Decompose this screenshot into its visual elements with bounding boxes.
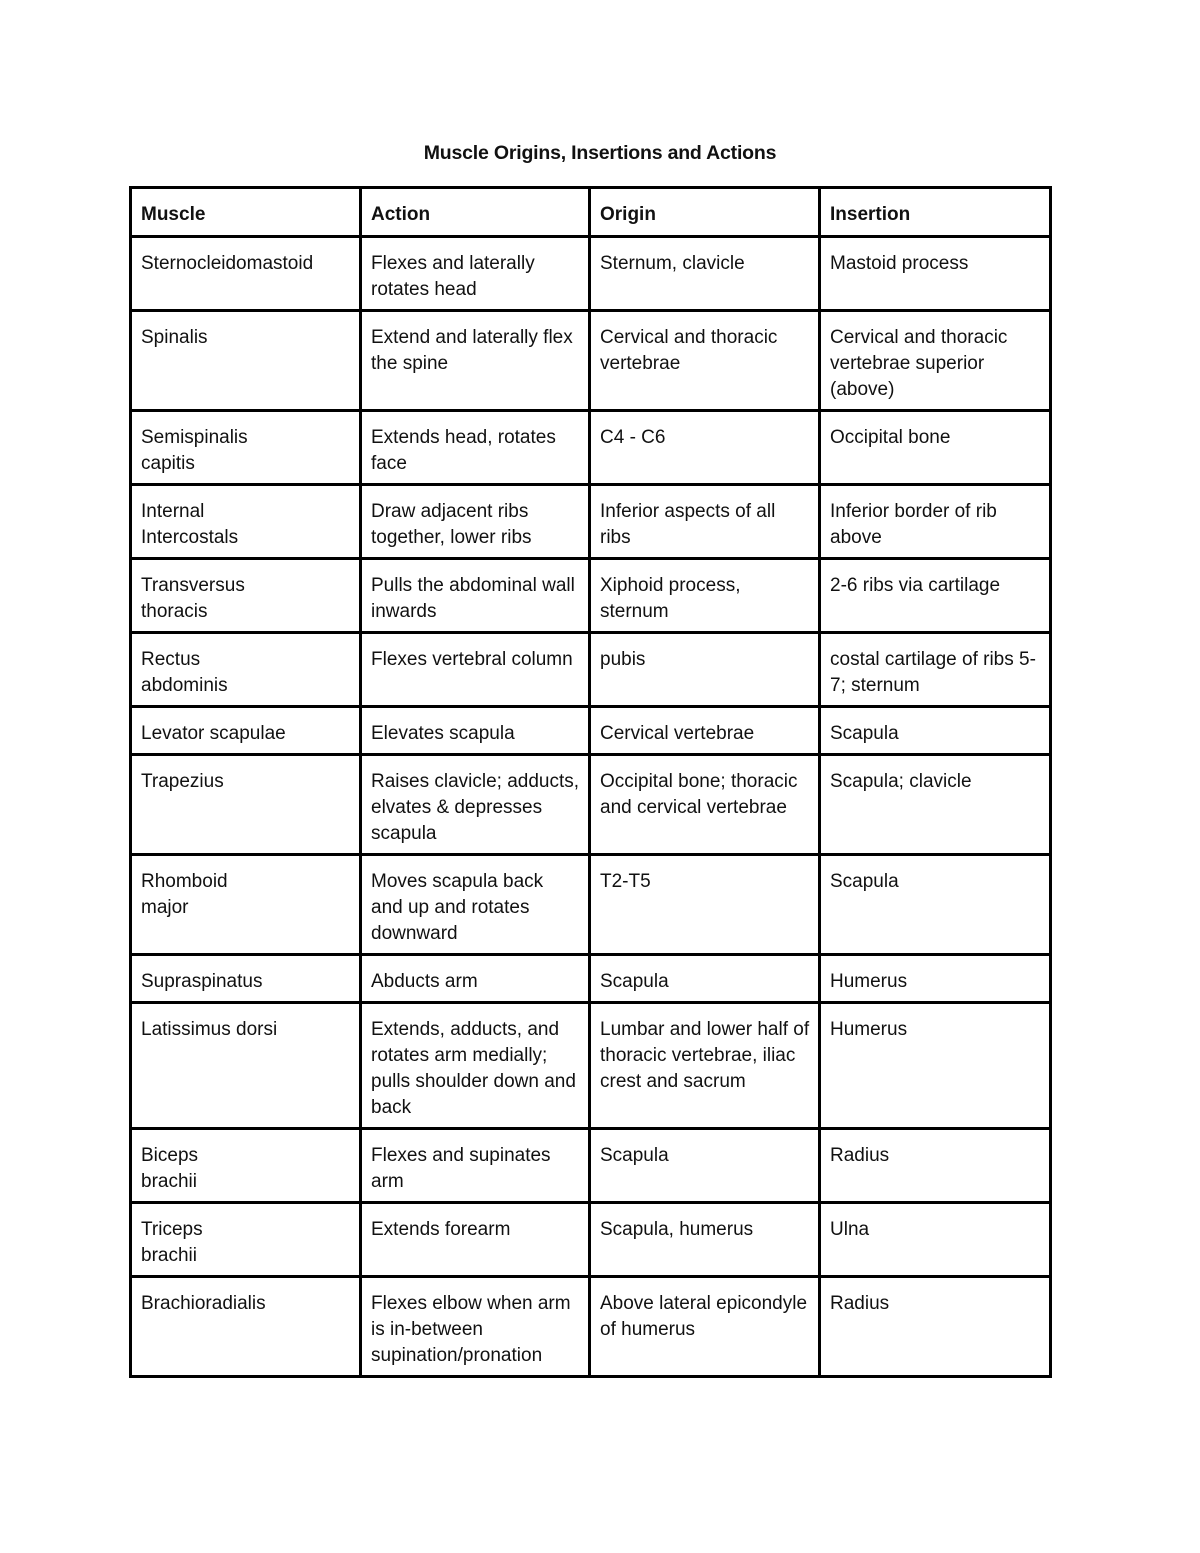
- cell-muscle: Semispinalis capitis: [131, 411, 361, 485]
- cell-action: Draw adjacent ribs together, lower ribs: [361, 485, 590, 559]
- cell-action: Extends forearm: [361, 1203, 590, 1277]
- cell-origin: Above lateral epicondyle of humerus: [590, 1277, 820, 1377]
- cell-action: Pulls the abdominal wall inwards: [361, 559, 590, 633]
- cell-insertion: Cervical and thoracic vertebrae superior (above): [820, 311, 1051, 411]
- cell-action: Moves scapula back and up and rotates downward: [361, 855, 590, 955]
- table-row: [131, 633, 1051, 707]
- cell-insertion: Humerus: [820, 955, 1051, 1003]
- table-row: [131, 855, 1051, 955]
- cell-origin: Xiphoid process, sternum: [590, 559, 820, 633]
- cell-origin: Lumbar and lower half of thoracic vertebrae, iliac crest and sacrum: [590, 1003, 820, 1129]
- cell-insertion: Radius: [820, 1129, 1051, 1203]
- table-body: [131, 237, 1051, 1377]
- cell-muscle: Supraspinatus: [131, 955, 361, 1003]
- cell-action: Extends head, rotates face: [361, 411, 590, 485]
- cell-origin: Cervical and thoracic vertebrae: [590, 311, 820, 411]
- cell-insertion: Occipital bone: [820, 411, 1051, 485]
- cell-origin: Scapula: [590, 1129, 820, 1203]
- cell-muscle: Rhomboid major: [131, 855, 361, 955]
- cell-muscle: Levator scapulae: [131, 707, 361, 755]
- cell-insertion: Scapula; clavicle: [820, 755, 1051, 855]
- cell-muscle: Latissimus dorsi: [131, 1003, 361, 1129]
- cell-origin: Cervical vertebrae: [590, 707, 820, 755]
- table-row: [131, 707, 1051, 755]
- cell-action: Flexes and supinates arm: [361, 1129, 590, 1203]
- page-title: Muscle Origins, Insertions and Actions: [423, 142, 777, 164]
- cell-insertion: Scapula: [820, 855, 1051, 955]
- header-origin: Origin: [590, 188, 820, 237]
- cell-muscle: Transversus thoracis: [131, 559, 361, 633]
- table-row: [131, 559, 1051, 633]
- cell-muscle: Spinalis: [131, 311, 361, 411]
- table-header: [131, 188, 1051, 237]
- cell-muscle: Triceps brachii: [131, 1203, 361, 1277]
- cell-action: Flexes vertebral column: [361, 633, 590, 707]
- cell-muscle: Internal Intercostals: [131, 485, 361, 559]
- cell-origin: Scapula: [590, 955, 820, 1003]
- table-row: [131, 755, 1051, 855]
- header-row: [131, 188, 1051, 237]
- table-row: [131, 485, 1051, 559]
- cell-insertion: 2-6 ribs via cartilage: [820, 559, 1051, 633]
- cell-insertion: costal cartilage of ribs 5-7; sternum: [820, 633, 1051, 707]
- cell-insertion: Humerus: [820, 1003, 1051, 1129]
- cell-origin: Inferior aspects of all ribs: [590, 485, 820, 559]
- cell-muscle: Biceps brachii: [131, 1129, 361, 1203]
- cell-action: Extend and laterally flex the spine: [361, 311, 590, 411]
- cell-muscle: Rectus abdominis: [131, 633, 361, 707]
- table-row: [131, 955, 1051, 1003]
- table-row: [131, 1003, 1051, 1129]
- header-action: Action: [361, 188, 590, 237]
- cell-origin: pubis: [590, 633, 820, 707]
- table-row: [131, 311, 1051, 411]
- cell-action: Flexes elbow when arm is in-between supination/pronation: [361, 1277, 590, 1377]
- cell-insertion: Scapula: [820, 707, 1051, 755]
- table-row: [131, 237, 1051, 311]
- cell-action: Abducts arm: [361, 955, 590, 1003]
- table-row: [131, 1277, 1051, 1377]
- cell-insertion: Ulna: [820, 1203, 1051, 1277]
- cell-origin: Occipital bone; thoracic and cervical vertebrae: [590, 755, 820, 855]
- cell-muscle: Trapezius: [131, 755, 361, 855]
- cell-origin: Sternum, clavicle: [590, 237, 820, 311]
- header-muscle: Muscle: [131, 188, 361, 237]
- cell-action: Elevates scapula: [361, 707, 590, 755]
- table-row: [131, 1129, 1051, 1203]
- cell-action: Extends, adducts, and rotates arm medially; pulls shoulder down and back: [361, 1003, 590, 1129]
- cell-action: Raises clavicle; adducts, elvates & depresses scapula: [361, 755, 590, 855]
- cell-origin: T2-T5: [590, 855, 820, 955]
- cell-muscle: Sternocleidomastoid: [131, 237, 361, 311]
- muscle-table: [129, 186, 1052, 1378]
- header-insertion: Insertion: [820, 188, 1051, 237]
- cell-action: Flexes and laterally rotates head: [361, 237, 590, 311]
- cell-origin: C4 - C6: [590, 411, 820, 485]
- cell-insertion: Radius: [820, 1277, 1051, 1377]
- table-row: [131, 1203, 1051, 1277]
- cell-origin: Scapula, humerus: [590, 1203, 820, 1277]
- table-row: [131, 411, 1051, 485]
- cell-insertion: Inferior border of rib above: [820, 485, 1051, 559]
- cell-muscle: Brachioradialis: [131, 1277, 361, 1377]
- cell-insertion: Mastoid process: [820, 237, 1051, 311]
